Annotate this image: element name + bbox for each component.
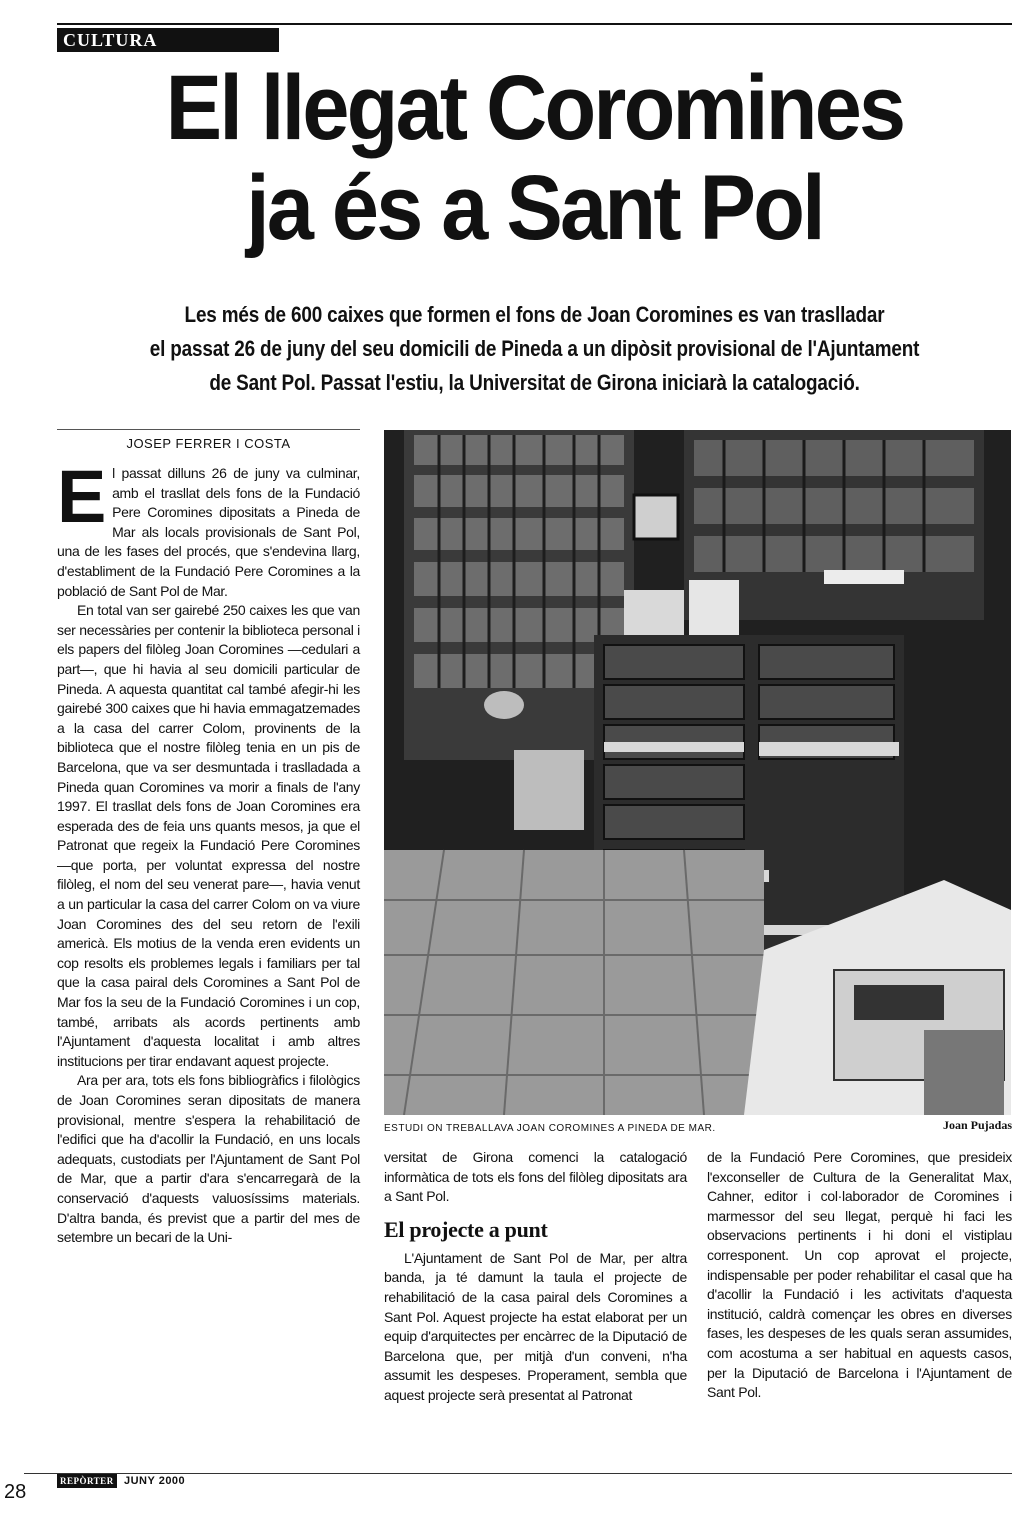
byline-rule (57, 429, 360, 430)
paragraph-4: versitat de Girona comenci la catalogació informàtica de tots els fons del filòleg dipositats ara a Sant Pol. (384, 1149, 687, 1205)
paragraph-5: L'Ajuntament de Sant Pol de Mar, per altra banda, ja té damunt la taula el projecte de rehabilitació de la casa pairal dels Coromines a Sant Pol. Aquest projecte ha estat elaborat per un equip d'arquitectes per encàrrec de la Diputació de Barcelona que, per mitjà d'un conveni, n'ha assumit les despeses. Properament, sembla que aquest projecte serà presentat al Patronat (384, 1249, 687, 1403)
page-number: 28 (4, 1481, 27, 1503)
paragraph-2: En total van ser gairebé 250 caixes les que van ser necessàries per contenir la biblioteca personal i els papers del filòleg Joan Coromines —cedulari a part—, que hi havia al seu domicili particular de Pineda. A aquesta quantitat cal també afegir-hi les gairebé 300 caixes que hi havia emmagatzemades a la casa del carrer Colom, provinents de la biblioteca que el nostre filòleg tenia en un pis de Barcelona, que va ser desmuntada i traslladada a Pineda quan Coromines va morir a finals de l'any 1997. El trasllat dels fons de Joan Coromines era esperada des de feia uns quants mesos, ja que el Patronat que regeix la Fundació Pere Coromines —que porta, per voluntat expressa del nostre filòleg, el nom del seu venerat pare—, havia venut a un particular la casa del carrer Colom on va viure Joan Coromines des del seu retorn de l'exili americà. Els motius de la venda eren evidents un cop resolts els problemes legals i familiars per tal que la casa pairal dels Coromines a Sant Pol de Mar fos la seu de la Fundació Coromines i un cop, també, arribats als acords pertinents amb l'Ajuntament d'aquesta localitat i amb altres institucions per tirar endavant aquest projecte. (57, 602, 360, 1069)
publication-logo: REPÒRTER (57, 1474, 117, 1488)
article-column-2 (384, 1148, 687, 1406)
paragraph-1-text: l passat dilluns 26 de juny va culminar, amb el trasllat dels fons de la Fundació Pere Coromines dipositats a Pineda de Mar als locals provisionals de Sant Pol, una de les fases del procés, que s'endevina llarg, d'establiment de la Fundació Pere Coromines a la població de Sant Pol de Mar. (57, 465, 360, 599)
deck-line-1: Les més de 600 caixes que formen el fons de Joan Coromines es van traslladar (184, 302, 885, 327)
subhead: El projecte a punt (384, 1216, 548, 1242)
headline-line-2: ja és a Sant Pol (246, 157, 823, 259)
article-column-3 (707, 1148, 1012, 1403)
issue-date: JUNY 2000 (124, 1475, 186, 1487)
drop-cap: E (57, 455, 107, 538)
article-column-1 (57, 455, 360, 1248)
section-tag: CULTURA (57, 28, 279, 52)
headline (95, 58, 974, 258)
article-photo (384, 430, 1011, 1115)
byline: JOSEP FERRER I COSTA (126, 436, 291, 451)
paragraph-6: de la Fundació Pere Coromines, que presideix l'exconseller de Cultura de la Generalitat Max, Cahner, editor i col·laborador de Coromines i marmessor del seu llegat, perquè hi faci les observacions pertinents i hi doni el vistiplau corresponent. Un cop aprovat el projecte, indispensable per poder rehabilitar el casal que ha d'acollir la Fundació i les activitats d'aquesta institució, caldrà començar les obres en diverses fases, les despeses de les quals seran assumides, com acostuma a ser habitual en aquests casos, per la Diputació de Barcelona i l'Ajuntament de Sant Pol. (707, 1149, 1012, 1401)
deck-line-2: el passat 26 de juny del seu domicili de Pineda a un dipòsit provisional de l'Ajuntament (149, 336, 920, 361)
deck (124, 298, 945, 400)
paragraph-1 (57, 455, 360, 601)
photo-caption: ESTUDI ON TREBALLAVA JOAN COROMINES A PINEDA DE MAR. (384, 1123, 716, 1134)
study-photo-illustration (384, 430, 1011, 1115)
top-rule (57, 23, 1012, 25)
headline-line-1: El llegat Coromines (165, 57, 904, 159)
photo-credit: Joan Pujadas (942, 1118, 1012, 1132)
paragraph-3: Ara per ara, tots els fons bibliogràfics i filològics de Joan Coromines seran dipositats de manera provisional, mentre s'espera la rehabilitació de l'edifici que ha d'acollir la Fundació, en uns locals adequats, custodiats per l'Ajuntament de Sant Pol de Mar, que a partir d'ara s'encarregarà de la conservació d'aquests valuosíssims materials. D'altra banda, és previst que a partir del mes de setembre un becari de la Uni- (57, 1072, 360, 1246)
deck-line-3: de Sant Pol. Passat l'estiu, la Universitat de Girona iniciarà la catalogació. (209, 370, 860, 395)
